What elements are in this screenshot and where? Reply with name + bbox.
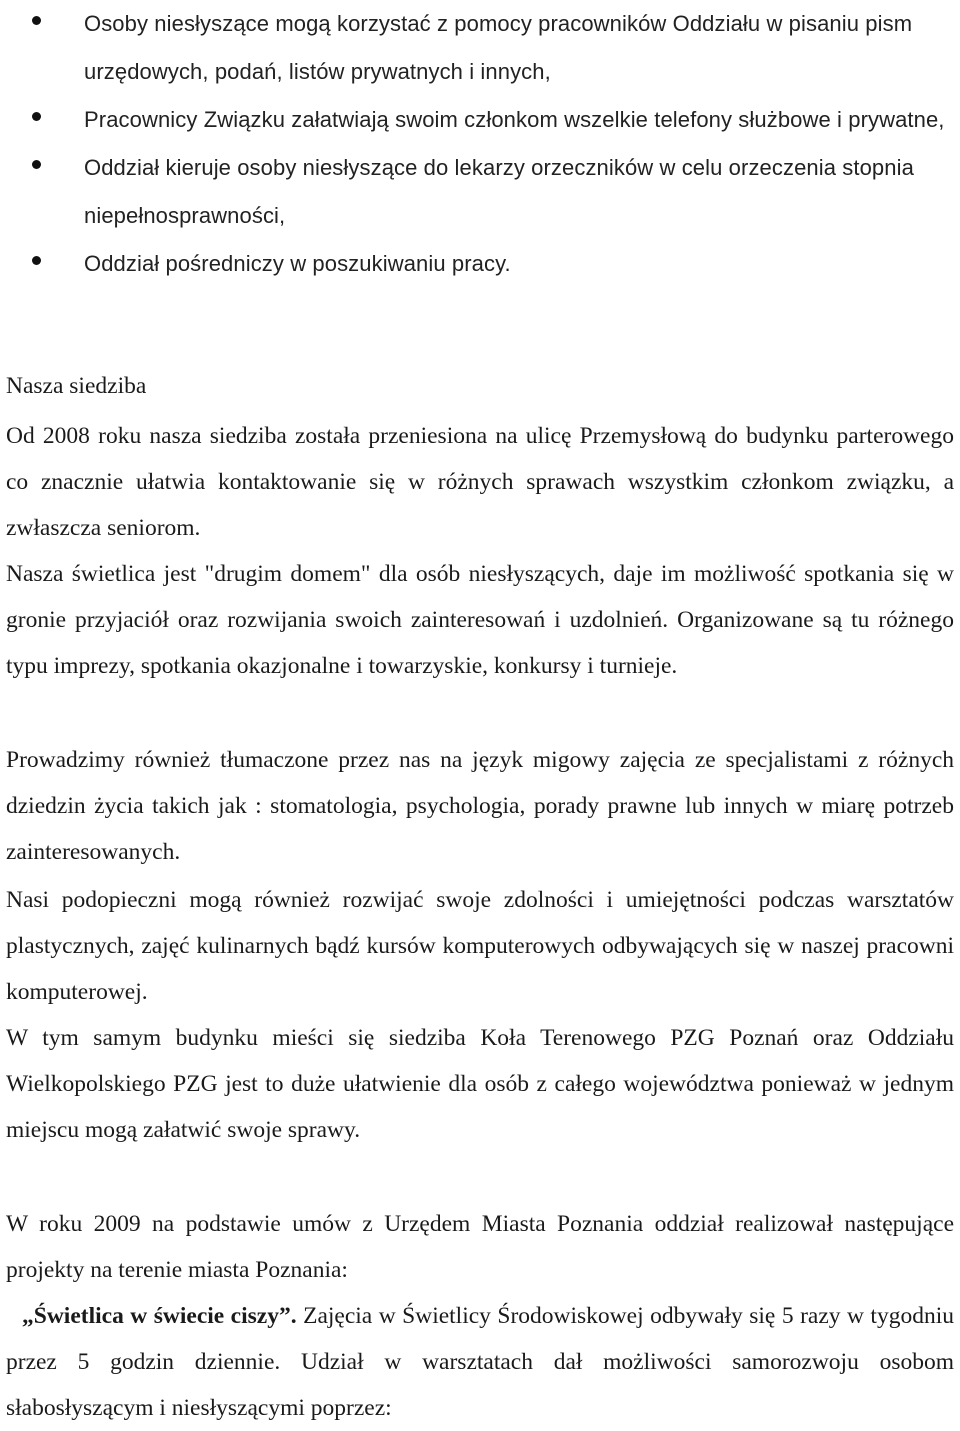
paragraph-projects-2009: W roku 2009 na podstawie umów z Urzędem Miasta Poznania oddział realizował następujące projekty na terenie miasta Poznania:: [6, 1211, 954, 1283]
list-item-text: Osoby niesłyszące mogą korzystać z pomocy pracowników Oddziału w pisaniu pism urzędowych, podań, listów prywatnych i innych,: [84, 11, 913, 84]
list-item: [0, 240, 960, 288]
list-item: [0, 144, 960, 240]
paragraph-common-room: Nasza świetlica jest "drugim domem" dla osób niesłyszących, daje im możliwość spotkania się w gronie przyjaciół oraz rozwijania swoich zainteresowań i uzdolnień. Organizowane są tu różnego typu imprezy, spotkania okazjonalne i towarzyskie, konkursy i turnieje.: [6, 561, 954, 679]
bullet-icon: [32, 112, 41, 121]
project-title: „Świetlica w świecie ciszy”.: [22, 1303, 297, 1329]
bullet-icon: [32, 16, 41, 25]
section-title: Nasza siedziba: [6, 373, 147, 399]
list-item-text: Oddział pośredniczy w poszukiwaniu pracy.: [84, 251, 511, 276]
paragraph-project-item: [6, 1293, 954, 1431]
list-item-text: Oddział kieruje osoby niesłyszące do lekarzy orzeczników w celu orzeczenia stopnia niepełnosprawności,: [84, 155, 914, 228]
project-description: Zajęcia w Świetlicy Środowiskowej odbywały się 5 razy w tygodniu przez 5 godzin dziennie. Udział w warsztatach dał możliwości samorozwoju osobom słabosłyszącym i niesłyszącymi poprzez:: [6, 1303, 954, 1421]
list-item-text: Pracownicy Związku załatwiają swoim członkom wszelkie telefony służbowe i prywatne,: [84, 107, 945, 132]
paragraph-pzg-branch: W tym samym budynku mieści się siedziba Koła Terenowego PZG Poznań oraz Oddziału Wielkopolskiego PZG jest to duże ułatwienie dla osób z całego województwa ponieważ w jednym miejscu mogą załatwić swoje sprawy.: [6, 1025, 954, 1143]
list-item: [0, 96, 960, 144]
list-item: [0, 0, 960, 96]
paragraph-workshops: Nasi podopieczni mogą również rozwijać swoje zdolności i umiejętności podczas warsztatów plastycznych, zajęć kulinarnych bądź kursów komputerowych odbywających się w naszej pracowni komputerowej.: [6, 887, 954, 1005]
services-bullet-list: [0, 0, 960, 288]
paragraph-sign-language-classes: Prowadzimy również tłumaczone przez nas na język migowy zajęcia ze specjalistami z różnych dziedzin życia takich jak : stomatologia, psychologia, porady prawne lub innych w miarę potrzeb zainteresowanych.: [6, 747, 954, 865]
bullet-icon: [32, 160, 41, 169]
paragraph-headquarters: Od 2008 roku nasza siedziba została przeniesiona na ulicę Przemysłową do budynku parterowego co znacznie ułatwia kontaktowanie się w różnych sprawach wszystkim członkom związku, a zwłaszcza seniorom.: [6, 423, 954, 541]
bullet-icon: [32, 256, 41, 265]
